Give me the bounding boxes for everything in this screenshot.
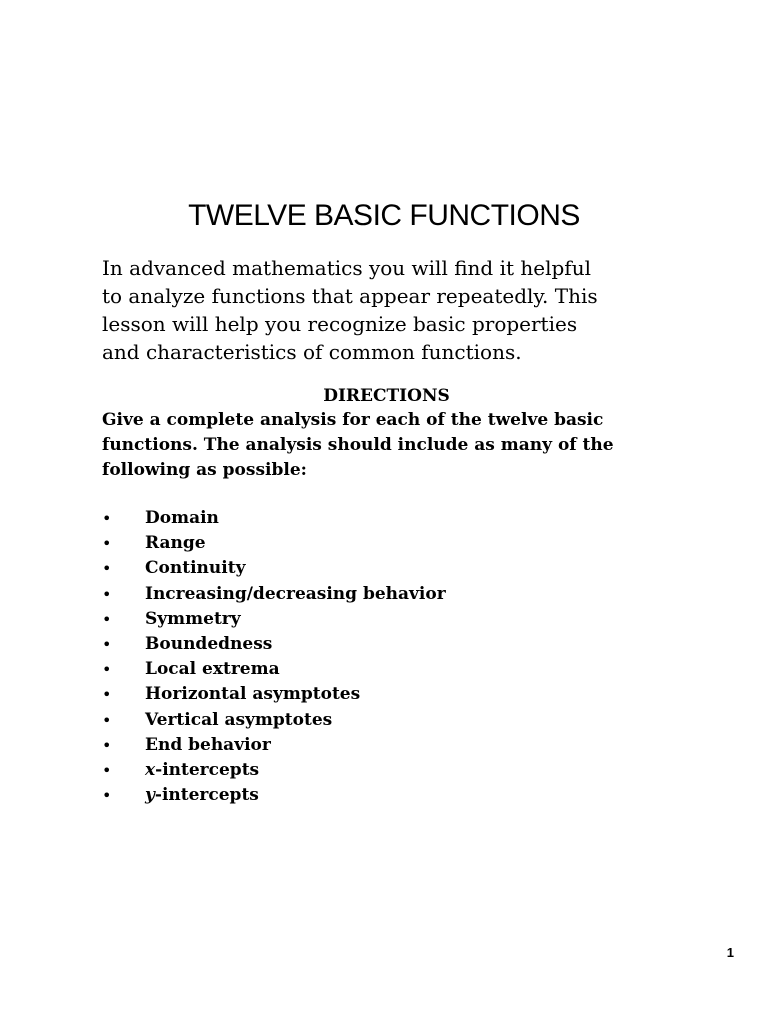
intro-line: to analyze functions that appear repeatedly. This [102,284,598,308]
page-title: TWELVE BASIC FUNCTIONS [188,199,580,232]
bullet-icon: • [102,735,112,755]
bullet-icon: • [102,760,112,780]
intercept-suffix: -intercepts [154,785,259,806]
list-item-label [145,783,259,808]
list-item-label: Symmetry [145,608,241,629]
bullet-icon: • [102,660,112,680]
list-item-label [145,758,259,783]
bullet-icon: • [102,584,112,604]
directions-line: Give a complete analysis for each of the twelve basic [102,410,604,430]
list-item-label: Boundedness [145,633,273,654]
bullet-icon: • [102,609,112,629]
bullet-icon: • [102,634,112,654]
bullet-icon: • [102,509,112,528]
directions-line: following as possible: [102,460,307,480]
directions-text [102,408,702,483]
variable-y: y [145,785,155,806]
list-item-label: Domain [145,508,219,528]
bullet-icon: • [102,685,112,705]
bullet-icon: • [102,710,112,730]
bullet-icon: • [102,786,112,806]
intercept-suffix: -intercepts [155,759,260,780]
bullet-icon: • [102,534,112,554]
page-number: 1 [726,945,734,960]
bullet-icon: • [102,559,112,579]
list-item-label: Local extrema [145,659,280,680]
variable-x: x [145,759,156,780]
list-item-label: Horizontal asymptotes [145,684,361,705]
list-item-label: Continuity [145,558,246,579]
list-item-label: End behavior [145,734,271,755]
list-item-label: Increasing/decreasing behavior [145,583,446,604]
directions-heading: DIRECTIONS [323,386,450,406]
list-item-label: Vertical asymptotes [145,709,333,730]
intro-line: In advanced mathematics you will find it helpful [102,256,591,280]
list-item-label: Range [145,533,206,554]
directions-line: functions. The analysis should include as many of the [102,435,614,455]
intro-paragraph [102,254,662,366]
intro-line: lesson will help you recognize basic properties [102,312,578,336]
intro-line: and characteristics of common functions. [102,340,522,364]
